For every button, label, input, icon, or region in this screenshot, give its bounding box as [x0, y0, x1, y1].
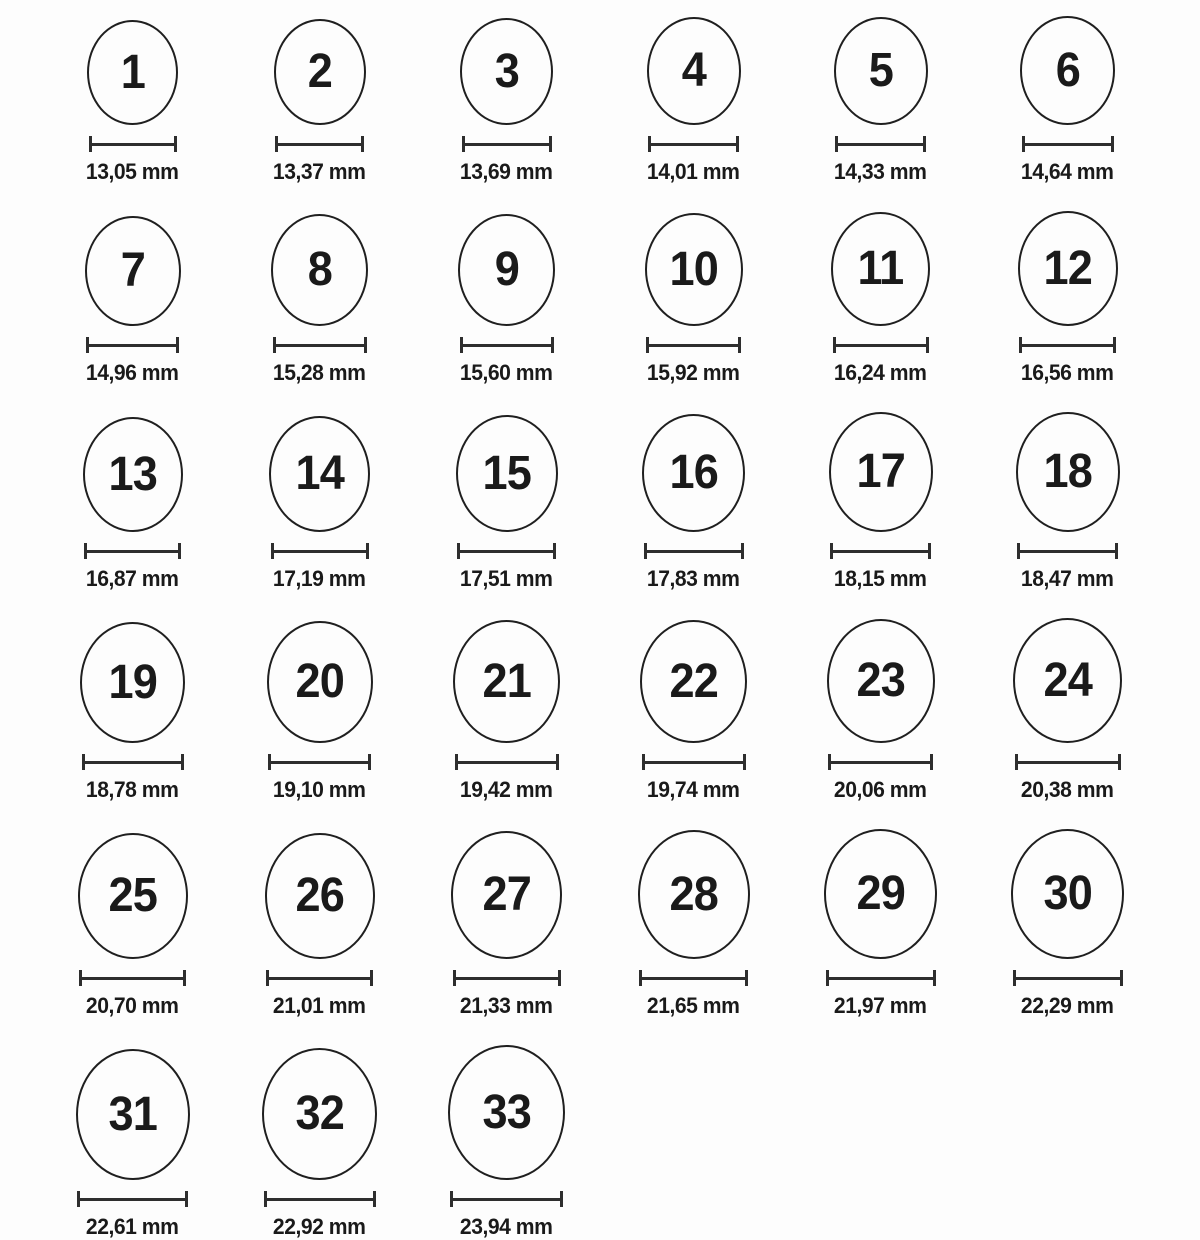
measure-tick-right-icon	[930, 754, 933, 770]
ring-size-number: 12	[1043, 241, 1092, 295]
ring-size-number: 15	[482, 446, 531, 500]
diameter-measure-line	[462, 136, 552, 152]
measure-bar	[84, 550, 181, 553]
diameter-label: 14,64 mm	[1021, 159, 1114, 184]
measure-bar	[642, 761, 746, 764]
diameter-label: 22,29 mm	[1021, 993, 1114, 1018]
ring-size-number: 7	[120, 244, 145, 297]
diameter-measure-line	[1017, 543, 1118, 559]
ring-size-item	[974, 16, 1161, 185]
ring-size-number: 4	[681, 44, 706, 97]
diameter-label: 13,69 mm	[460, 159, 553, 184]
ring-size-number: 28	[669, 867, 718, 921]
ring-size-item	[413, 620, 600, 803]
ring-size-item	[787, 412, 974, 592]
ring-size-number: 11	[857, 242, 904, 295]
ring-circle	[834, 17, 928, 125]
measure-tick-right-icon	[176, 337, 179, 353]
diameter-measure-line	[84, 543, 181, 559]
measure-tick-right-icon	[933, 970, 936, 986]
measure-tick-right-icon	[183, 970, 186, 986]
measure-tick-right-icon	[556, 754, 559, 770]
diameter-label: 20,06 mm	[834, 777, 927, 802]
measure-tick-right-icon	[178, 543, 181, 559]
diameter-measure-line	[89, 136, 177, 152]
measure-bar	[266, 977, 373, 980]
ring-size-item	[974, 211, 1161, 386]
measure-tick-right-icon	[560, 1191, 563, 1207]
measure-tick-right-icon	[185, 1191, 188, 1207]
measure-bar	[830, 550, 931, 553]
ring-circle	[274, 19, 366, 125]
measure-tick-right-icon	[928, 543, 931, 559]
ring-size-number: 19	[108, 655, 157, 709]
ring-circle	[638, 830, 750, 959]
diameter-measure-line	[268, 754, 371, 770]
ring-size-item	[600, 620, 787, 803]
ring-size-item	[226, 833, 413, 1019]
measure-bar	[268, 761, 371, 764]
diameter-label: 21,97 mm	[834, 993, 927, 1018]
ring-circle	[271, 214, 368, 326]
ring-size-item	[787, 619, 974, 803]
diameter-label: 13,37 mm	[273, 159, 366, 184]
measure-bar	[275, 143, 364, 146]
measure-tick-right-icon	[181, 754, 184, 770]
ring-circle	[456, 415, 558, 532]
ring-circle	[460, 18, 553, 125]
measure-bar	[644, 550, 744, 553]
ring-size-item	[974, 618, 1161, 803]
diameter-measure-line	[1019, 337, 1116, 353]
ring-size-item	[413, 1045, 600, 1240]
ring-circle	[827, 619, 935, 743]
diameter-measure-line	[271, 543, 369, 559]
ring-size-number: 25	[108, 869, 157, 922]
ring-size-number: 26	[295, 869, 344, 922]
ring-size-item	[226, 214, 413, 386]
diameter-measure-line	[639, 970, 748, 986]
ring-circle	[451, 831, 562, 959]
ring-size-number: 8	[307, 243, 332, 296]
ring-size-item	[39, 20, 226, 185]
ring-size-item	[413, 415, 600, 592]
ring-circle	[824, 829, 937, 959]
diameter-label: 14,01 mm	[647, 159, 740, 184]
diameter-measure-line	[264, 1191, 376, 1207]
diameter-label: 21,33 mm	[460, 993, 553, 1018]
diameter-measure-line	[275, 136, 364, 152]
ring-size-item	[787, 212, 974, 386]
measure-bar	[264, 1198, 376, 1201]
ring-size-number: 5	[868, 44, 893, 97]
ring-circle	[269, 416, 370, 532]
ring-size-number: 18	[1043, 445, 1092, 498]
measure-tick-right-icon	[926, 337, 929, 353]
ring-circle	[1018, 211, 1118, 326]
ring-circle	[83, 417, 183, 532]
diameter-measure-line	[1015, 754, 1121, 770]
diameter-label: 17,83 mm	[647, 566, 740, 591]
ring-circle	[265, 833, 375, 959]
measure-tick-right-icon	[745, 970, 748, 986]
ring-circle	[645, 213, 743, 326]
ring-size-item	[413, 214, 600, 386]
ring-size-number: 22	[669, 654, 718, 708]
measure-bar	[271, 550, 369, 553]
diameter-label: 15,28 mm	[273, 360, 366, 385]
diameter-label: 19,42 mm	[460, 777, 553, 802]
ring-circle	[647, 17, 741, 125]
ring-size-item	[39, 1049, 226, 1240]
ring-circle	[85, 216, 181, 326]
diameter-measure-line	[833, 337, 929, 353]
measure-tick-right-icon	[549, 136, 552, 152]
diameter-measure-line	[830, 543, 931, 559]
measure-bar	[89, 143, 177, 146]
measure-bar	[828, 761, 933, 764]
diameter-label: 22,92 mm	[273, 1214, 366, 1239]
measure-tick-right-icon	[736, 136, 739, 152]
ring-circle	[458, 214, 555, 326]
measure-bar	[455, 761, 559, 764]
measure-tick-right-icon	[368, 754, 371, 770]
diameter-label: 14,96 mm	[86, 360, 179, 385]
measure-tick-right-icon	[373, 1191, 376, 1207]
ring-circle	[267, 621, 373, 743]
diameter-measure-line	[460, 337, 554, 353]
measure-tick-right-icon	[174, 136, 177, 152]
ring-size-number: 33	[482, 1085, 531, 1139]
diameter-label: 14,33 mm	[834, 159, 927, 184]
diameter-label: 17,19 mm	[273, 566, 366, 591]
ring-size-item	[39, 833, 226, 1019]
diameter-label: 19,74 mm	[647, 777, 740, 802]
ring-size-item	[226, 1048, 413, 1240]
measure-bar	[833, 344, 929, 347]
diameter-measure-line	[82, 754, 184, 770]
ring-circle	[640, 620, 747, 743]
diameter-measure-line	[644, 543, 744, 559]
measure-bar	[1015, 761, 1121, 764]
diameter-measure-line	[457, 543, 556, 559]
ring-circle	[78, 833, 188, 959]
diameter-label: 17,51 mm	[460, 566, 553, 591]
measure-tick-right-icon	[361, 136, 364, 152]
ring-size-number: 21	[482, 654, 531, 708]
diameter-label: 20,38 mm	[1021, 777, 1114, 802]
diameter-measure-line	[1022, 136, 1114, 152]
diameter-measure-line	[273, 337, 367, 353]
ring-size-number: 3	[494, 44, 519, 98]
diameter-label: 18,47 mm	[1021, 566, 1114, 591]
measure-bar	[86, 344, 179, 347]
measure-bar	[639, 977, 748, 980]
ring-size-number: 9	[494, 243, 519, 296]
ring-circle	[1020, 16, 1115, 125]
ring-size-number: 2	[307, 45, 332, 98]
ring-circle	[1013, 618, 1122, 743]
ring-size-item	[226, 19, 413, 185]
ring-size-item	[600, 830, 787, 1019]
measure-bar	[648, 143, 739, 146]
measure-tick-right-icon	[1118, 754, 1121, 770]
ring-size-number: 20	[295, 655, 344, 708]
measure-bar	[646, 344, 741, 347]
ring-circle	[448, 1045, 565, 1180]
diameter-measure-line	[642, 754, 746, 770]
ring-circle	[87, 20, 178, 125]
diameter-label: 21,65 mm	[647, 993, 740, 1018]
ring-size-number: 23	[856, 654, 905, 707]
measure-tick-right-icon	[1111, 136, 1114, 152]
diameter-label: 16,87 mm	[86, 566, 179, 591]
ring-size-number: 29	[856, 867, 905, 920]
diameter-label: 18,78 mm	[86, 777, 179, 802]
ring-size-item	[413, 831, 600, 1019]
ring-circle	[829, 412, 933, 532]
ring-size-number: 24	[1043, 653, 1092, 707]
ring-size-item	[600, 17, 787, 185]
ring-circle	[76, 1049, 190, 1180]
diameter-label: 19,10 mm	[273, 777, 366, 802]
diameter-measure-line	[828, 754, 933, 770]
ring-size-number: 30	[1043, 867, 1092, 920]
ring-circle	[453, 620, 560, 743]
measure-tick-right-icon	[551, 337, 554, 353]
ring-size-number: 31	[108, 1087, 157, 1141]
ring-size-item	[39, 417, 226, 592]
ring-circle	[642, 414, 745, 532]
diameter-measure-line	[79, 970, 186, 986]
measure-bar	[826, 977, 936, 980]
ring-size-number: 32	[295, 1087, 344, 1140]
measure-tick-right-icon	[923, 136, 926, 152]
ring-size-item	[787, 829, 974, 1019]
ring-size-item	[600, 213, 787, 386]
ring-size-number: 10	[669, 242, 718, 296]
measure-tick-right-icon	[366, 543, 369, 559]
measure-bar	[460, 344, 554, 347]
diameter-measure-line	[86, 337, 179, 353]
measure-bar	[450, 1198, 563, 1201]
diameter-measure-line	[646, 337, 741, 353]
ring-size-item	[974, 829, 1161, 1019]
measure-bar	[1019, 344, 1116, 347]
measure-bar	[1022, 143, 1114, 146]
ring-circle	[262, 1048, 377, 1180]
diameter-label: 22,61 mm	[86, 1214, 179, 1239]
measure-tick-right-icon	[553, 543, 556, 559]
diameter-measure-line	[266, 970, 373, 986]
diameter-label: 20,70 mm	[86, 993, 179, 1018]
ring-size-item	[974, 412, 1161, 592]
diameter-measure-line	[450, 1191, 563, 1207]
ring-size-item	[600, 414, 787, 592]
measure-bar	[273, 344, 367, 347]
ring-size-item	[787, 17, 974, 185]
measure-bar	[1013, 977, 1123, 980]
ring-size-number: 17	[856, 445, 905, 498]
ring-size-number: 13	[108, 447, 157, 501]
diameter-label: 15,92 mm	[647, 360, 740, 385]
diameter-measure-line	[826, 970, 936, 986]
ring-size-item	[226, 416, 413, 592]
ring-size-number: 27	[482, 868, 531, 921]
diameter-measure-line	[648, 136, 739, 152]
diameter-measure-line	[835, 136, 926, 152]
ring-size-item	[39, 622, 226, 803]
ring-circle	[831, 212, 930, 326]
measure-bar	[82, 761, 184, 764]
diameter-label: 16,56 mm	[1021, 360, 1114, 385]
ring-size-number: 1	[120, 45, 145, 99]
diameter-measure-line	[453, 970, 561, 986]
diameter-label: 16,24 mm	[834, 360, 927, 385]
measure-bar	[1017, 550, 1118, 553]
measure-bar	[457, 550, 556, 553]
diameter-label: 21,01 mm	[273, 993, 366, 1018]
diameter-measure-line	[455, 754, 559, 770]
measure-tick-right-icon	[1115, 543, 1118, 559]
measure-tick-right-icon	[1120, 970, 1123, 986]
ring-circle	[1011, 829, 1124, 959]
measure-bar	[835, 143, 926, 146]
ring-size-number: 6	[1055, 43, 1080, 97]
diameter-label: 15,60 mm	[460, 360, 553, 385]
measure-tick-right-icon	[1113, 337, 1116, 353]
ring-size-item	[226, 621, 413, 803]
diameter-measure-line	[77, 1191, 188, 1207]
measure-tick-right-icon	[558, 970, 561, 986]
diameter-label: 13,05 mm	[86, 159, 179, 184]
measure-tick-right-icon	[738, 337, 741, 353]
ring-size-item	[39, 216, 226, 386]
diameter-measure-line	[1013, 970, 1123, 986]
measure-bar	[79, 977, 186, 980]
measure-bar	[453, 977, 561, 980]
measure-tick-right-icon	[370, 970, 373, 986]
ring-size-item	[413, 18, 600, 185]
measure-bar	[462, 143, 552, 146]
ring-circle	[1016, 412, 1120, 532]
diameter-label: 23,94 mm	[460, 1214, 553, 1239]
measure-tick-right-icon	[364, 337, 367, 353]
diameter-label: 18,15 mm	[834, 566, 927, 591]
measure-bar	[77, 1198, 188, 1201]
ring-size-number: 16	[669, 446, 718, 499]
measure-tick-right-icon	[743, 754, 746, 770]
ring-size-number: 14	[295, 447, 344, 500]
ring-circle	[80, 622, 185, 743]
measure-tick-right-icon	[741, 543, 744, 559]
